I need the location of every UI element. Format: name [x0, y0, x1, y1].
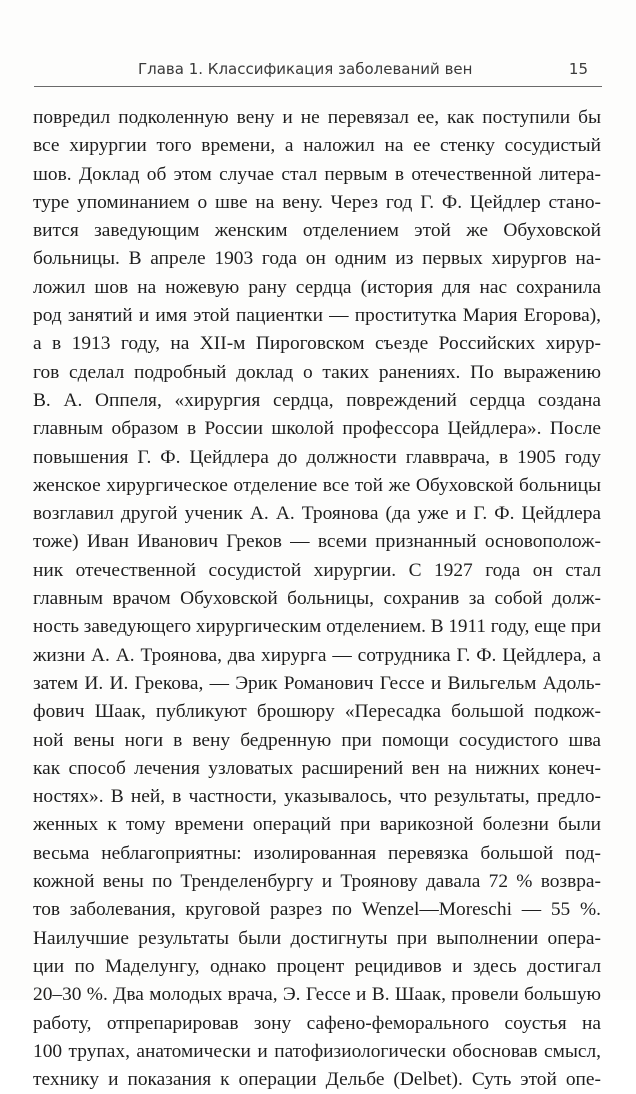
text-line: В. А. Оппеля, «хирургия сердца, повреждений сердца создана — [33, 389, 601, 411]
text-line: как способ лечения узловатых расширений вен на нижних конеч- — [33, 757, 601, 779]
text-line: весьма неблагоприятны: изолированная перевязка большой под- — [33, 842, 601, 864]
text-line: главным образом в России школой профессора Цейдлера». После — [33, 418, 601, 440]
text-line: тов заболевания, круговой разрез по Wenzel—Moreschi — 55 %. — [33, 899, 601, 921]
text-line: главным врачом Обуховской больницы, сохранив за собой долж- — [33, 588, 601, 610]
text-line: жизни А. А. Троянова, два хирурга — сотрудника Г. Ф. Цейдлера, а — [33, 644, 601, 666]
text-line: повышения Г. Ф. Цейдлера до должности главврача, в 1905 году — [33, 446, 601, 468]
text-line: затем И. И. Грекова, — Эрик Романович Гессе и Вильгельм Адоль- — [33, 672, 601, 694]
text-line: ложил шов на ножевую рану сердца (история для нас сохранила — [33, 276, 601, 298]
text-line: ник отечественной сосудистой хирургии. С 1927 года он стал — [33, 559, 601, 581]
text-line: род занятий и имя этой пациентки — проститутка Мария Егорова), — [33, 305, 601, 327]
body-text — [33, 104, 601, 1094]
text-line: вится заведующим женским отделением этой же Обуховской — [33, 220, 601, 242]
text-line: а в 1913 году, на XII-м Пироговском съезде Российских хирур- — [33, 333, 601, 355]
text-line: кожной вены по Тренделенбургу и Троянову давала 72 % возвра- — [33, 871, 601, 893]
text-line: гов сделал подробный доклад о таких ранениях. По выражению — [33, 361, 601, 383]
text-line: женных к тому времени операций при варикозной болезни были — [33, 814, 601, 836]
text-line: 20–30 %. Два молодых врача, Э. Гессе и В. Шаак, провели большую — [33, 984, 601, 1006]
text-line: возглавил другой ученик А. А. Троянова (да уже и Г. Ф. Цейдлера — [33, 503, 601, 525]
text-line: женское хирургическое отделение все той же Обуховской больницы — [33, 474, 601, 496]
text-line: ностях». В ней, в частности, указывалось, что результаты, предло- — [33, 786, 601, 808]
chapter-title: Глава 1. Классификация заболеваний вен — [138, 60, 473, 78]
text-line: тоже) Иван Иванович Греков — всеми признанный основополож- — [33, 531, 601, 553]
text-line: фович Шаак, публикуют брошюру «Пересадка большой подкож- — [33, 701, 601, 723]
text-line: повредил подколенную вену и не перевязал ее, как поступили бы — [33, 107, 601, 128]
text-line: Наилучшие результаты были достигнуты при выполнении опера- — [33, 927, 601, 949]
page-number: 15 — [568, 60, 588, 78]
text-line: технику и показания к операции Дельбе (Delbet). Суть этой опе- — [33, 1069, 601, 1091]
text-line: шов. Доклад об этом случае стал первым в отечественной литера- — [33, 163, 601, 185]
text-line: туре упоминанием о шве на вену. Через год Г. Ф. Цейдлер стано- — [33, 191, 601, 213]
text-line: 100 трупах, анатомически и патофизиологически обосновав смысл, — [33, 1040, 601, 1062]
text-line: все хирургии того времени, а наложил на ее стенку сосудистый — [33, 135, 601, 157]
text-line: ции по Маделунгу, однако процент рецидивов и здесь достигал — [33, 955, 601, 977]
text-line: ной вены ноги в вену бедренную при помощи сосудистого шва — [33, 729, 601, 751]
text-line: больницы. В апреле 1903 года он одним из первых хирургов на- — [33, 248, 601, 270]
text-line: работу, отпрепарировав зону сафено-феморального соустья на — [33, 1012, 601, 1034]
text-line: ность заведующего хирургическим отделением. В 1911 году, еще при — [33, 616, 601, 638]
running-header — [34, 58, 602, 87]
